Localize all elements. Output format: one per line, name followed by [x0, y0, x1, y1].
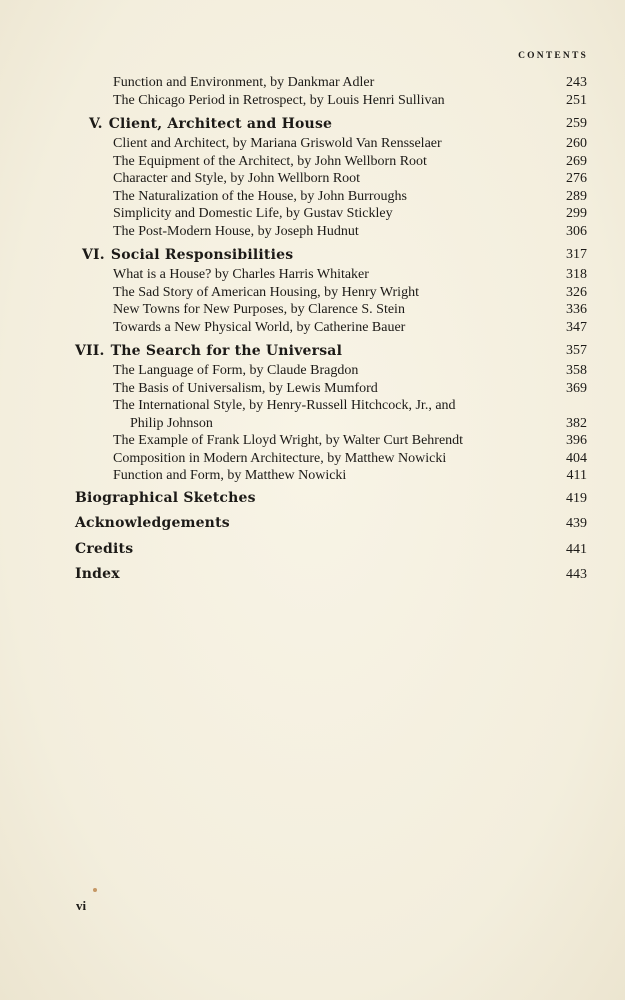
- toc-entry: [0, 362, 625, 380]
- back-matter-heading: [0, 485, 625, 511]
- section-heading: [0, 336, 625, 362]
- section-page: 443: [566, 567, 587, 582]
- section-heading: [0, 240, 625, 266]
- section-page: 317: [566, 247, 587, 262]
- toc-entry: [0, 266, 625, 284]
- entry-title: New Towns for New Purposes, by Clarence S. Stein: [113, 302, 405, 317]
- toc-entry: [0, 301, 625, 319]
- entry-title: What is a House? by Charles Harris Whitaker: [113, 267, 369, 282]
- section-page: 259: [566, 116, 587, 131]
- section-name: Client, Architect and House: [108, 116, 333, 132]
- section-name: Acknowledgements: [75, 515, 230, 531]
- section-page: 419: [566, 490, 587, 506]
- entry-page: 326: [566, 284, 587, 300]
- toc-entry: [0, 319, 625, 337]
- entry-page: 251: [566, 92, 587, 108]
- entry-page: 336: [566, 302, 587, 317]
- entry-page: 276: [566, 171, 587, 186]
- section-name: The Search for the Universal: [110, 343, 343, 359]
- toc-entry: [0, 380, 625, 398]
- section-number: V.: [89, 116, 103, 132]
- section-name: Social Responsibilities: [110, 247, 294, 263]
- entry-page: 396: [566, 433, 587, 448]
- entry-title: Character and Style, by John Wellborn Root: [113, 171, 361, 186]
- entry-page: 404: [566, 450, 587, 466]
- toc-entry: [0, 432, 625, 450]
- entry-page: 269: [566, 153, 587, 169]
- entry-title: The Equipment of the Architect, by John Wellborn Root: [113, 153, 427, 169]
- toc-entry: [0, 74, 625, 92]
- section-name: Credits: [75, 540, 134, 557]
- back-matter-heading: [0, 510, 625, 536]
- entry-page: 382: [566, 415, 587, 431]
- entry-title: Simplicity and Domestic Life, by Gustav Stickley: [113, 206, 393, 221]
- entry-page: 347: [566, 319, 587, 335]
- entry-title: Client and Architect, by Mariana Griswold Van Rensselaer: [113, 136, 442, 151]
- entry-title: The Chicago Period in Retrospect, by Louis Henri Sullivan: [113, 92, 445, 108]
- entry-title: The Sad Story of American Housing, by Henry Wright: [113, 284, 419, 300]
- entry-page: 369: [566, 380, 587, 396]
- entry-page: 306: [566, 223, 587, 239]
- paper-speck: [93, 888, 97, 892]
- entry-page: 318: [566, 267, 587, 282]
- toc-entry: [0, 188, 625, 206]
- page-folio: vi: [76, 898, 87, 913]
- entry-title: Function and Environment, by Dankmar Adler: [113, 75, 375, 90]
- toc-entry: [0, 92, 625, 110]
- section-name: Index: [75, 566, 120, 582]
- toc-entry: [0, 153, 625, 171]
- entry-page: 260: [566, 136, 587, 151]
- entry-page: 411: [566, 468, 587, 483]
- entry-title: Composition in Modern Architecture, by Matthew Nowicki: [113, 450, 447, 466]
- entry-title: The Basis of Universalism, by Lewis Mumford: [113, 380, 378, 396]
- entry-title: The Naturalization of the House, by John Burroughs: [113, 188, 407, 204]
- entry-page: 358: [566, 363, 587, 378]
- entry-page: 289: [566, 188, 587, 204]
- section-heading: [0, 109, 625, 135]
- entry-title: The International Style, by Henry-Russell Hitchcock, Jr., and: [113, 398, 456, 413]
- toc-entry: [0, 135, 625, 153]
- table-of-contents: [0, 74, 625, 587]
- back-matter-heading: [0, 561, 625, 587]
- toc-entry: [0, 205, 625, 223]
- section-number: VI.: [82, 247, 105, 263]
- back-matter-heading: [0, 536, 625, 562]
- toc-entry: [0, 223, 625, 241]
- toc-entry: [0, 467, 625, 485]
- entry-title: The Language of Form, by Claude Bragdon: [113, 363, 359, 378]
- entry-title: Philip Johnson: [130, 415, 213, 431]
- section-page: 439: [566, 516, 587, 531]
- toc-entry: [0, 170, 625, 188]
- section-number: VII.: [75, 343, 105, 359]
- entry-page: 299: [566, 206, 587, 221]
- toc-entry-continuation: [0, 415, 625, 433]
- running-head: CONTENTS: [518, 51, 588, 61]
- section-page: 441: [566, 541, 587, 557]
- toc-entry: [0, 450, 625, 468]
- entry-page: 243: [566, 75, 587, 90]
- section-name: Biographical Sketches: [75, 489, 256, 506]
- entry-title: Towards a New Physical World, by Catherine Bauer: [113, 319, 406, 335]
- section-page: 357: [566, 343, 587, 358]
- entry-title: Function and Form, by Matthew Nowicki: [113, 468, 347, 483]
- entry-title: The Example of Frank Lloyd Wright, by Walter Curt Behrendt: [113, 433, 464, 448]
- toc-entry: [0, 284, 625, 302]
- toc-entry: [0, 397, 625, 415]
- entry-title: The Post-Modern House, by Joseph Hudnut: [113, 223, 359, 239]
